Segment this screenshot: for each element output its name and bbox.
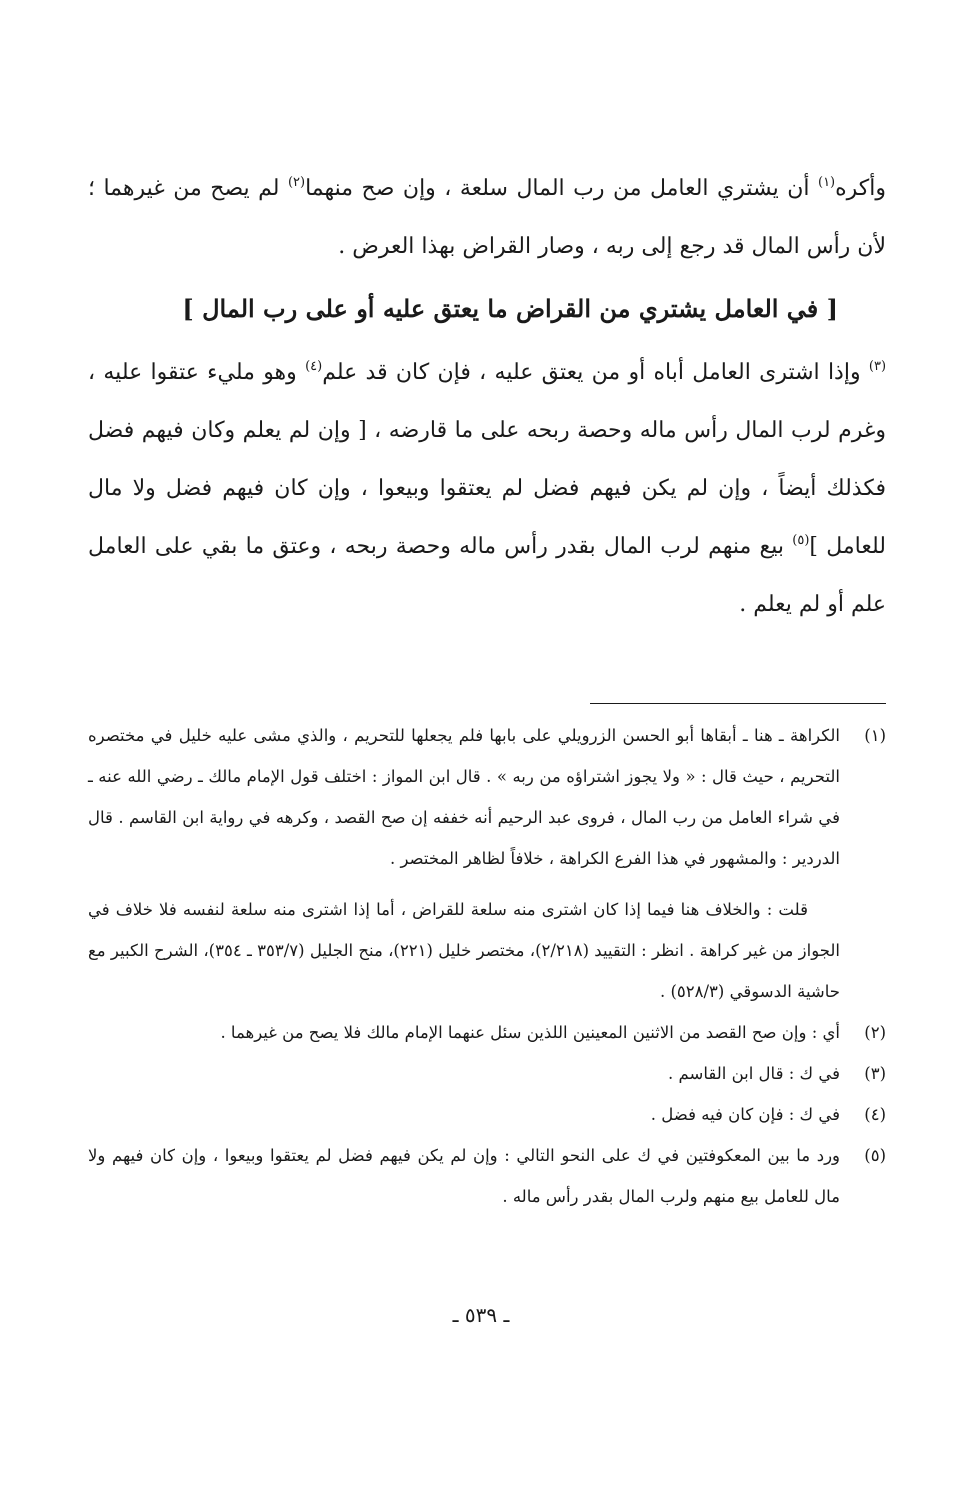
footnote-number: (٥) [864,1146,886,1165]
footnote-text: ورد ما بين المعكوفتين في ك على النحو التالي : وإن لم يكن فيهم فضل لم يعتقوا وبيعوا ، وإن كان فيهم ولا مال للعامل بيع منهم ولرب المال بقدر رأس ماله . [88,1146,840,1206]
footnote-number: (١) [864,726,886,745]
paragraph-2 [88,344,886,634]
text-run: وإذا اشترى العامل أباه أو من يعتق عليه ، فإن كان قد علم [322,360,869,385]
section-heading: [ في العامل يشتري من القراض ما يعتق عليه أو على رب المال ] [182,294,838,323]
footnote-1-continuation: قلت : والخلاف هنا فيما إذا كان اشترى منه سلعة للقراض ، أما إذا اشترى منه سلعة لنفسه فلا خلاف في الجواز من غير كراهة . انظر : التقييد (٢/٢١٨)، مختصر خليل (٢٢١)، منح الجليل (٣٥٣/٧ ـ ٣٥٤)، الشرح الكبير مع حاشية الدسوقي (٥٢٨/٣) . [88,900,840,1001]
footnote-number: (٣) [864,1064,886,1083]
footnote-3 [88,1053,886,1094]
text-run: وأكره [835,176,886,201]
paragraph-1 [88,160,886,276]
footnote-text: في ك : قال ابن القاسم . [668,1064,840,1083]
footnote-4 [88,1094,886,1135]
footnote-separator [590,703,886,704]
footnote-ref-3[interactable]: (٣) [868,359,887,374]
footnote-text: في ك : فإن كان فيه فضل . [650,1105,840,1124]
text-run: أن يشتري العامل من رب المال سلعة ، وإن صح منهما [305,176,818,201]
footnote-number: (٢) [864,1023,886,1042]
text-run: لم يصح من غيرهما ؛ لأن رأس المال قد رجع إلى ربه ، وصار القراض بهذا العرض . [88,176,886,259]
footnote-ref-4[interactable]: (٤) [305,359,323,374]
footnote-1 [88,715,886,879]
text-run: وهو مليء عتقوا عليه ، وغرم لرب المال رأس ماله وحصة ربحه على ما قارضه ، [ وإن لم يعلم وكان فيهم فضل فكذلك أيضاً ، وإن لم يكن فيهم فضل لم يعتقوا وبيعوا ، وإن كان فيهم فضل ولا مال للعامل ] [88,360,887,559]
footnote-number: (٤) [864,1105,886,1124]
footnote-text: الكراهة ـ هنا ـ أبقاها أبو الحسن الزرويلي على بابها فلم يجعلها للتحريم ، والذي مشى عليه خليل في مختصره التحريم ، حيث قال : « ولا يجوز اشتراؤه من ربه » . قال ابن المواز : اختلف قول الإمام مالك ـ رضي الله عنه ـ في شراء العامل من رب المال ، فروى عبد الرحيم أنه خففه إن صح القصد ، وكرهه في رواية ابن القاسم . قال الدردير : والمشهور في هذا الفرع الكراهة ، خلافاً لظاهر المختصر . [88,726,840,868]
footnote-text: أي : وإن صح القصد من الاثنين المعينين اللذين سئل عنهما الإمام مالك فلا يصح من غيرهما . [220,1023,840,1042]
text-run: بيع منهم لرب المال بقدر رأس ماله وحصة ربحه ، وعتق ما بقي على العامل علم أو لم يعلم . [88,534,886,617]
footnote-ref-5[interactable]: (٥) [792,533,810,548]
main-text [88,160,886,634]
page-number: ـ ٥٣٩ ـ [452,1303,510,1327]
footnote-2 [88,1012,886,1053]
footnotes [88,715,886,1217]
footnote-ref-2[interactable]: (٢) [287,175,306,190]
footnote-5 [88,1135,886,1217]
footnote-ref-1[interactable]: (١) [817,175,836,190]
